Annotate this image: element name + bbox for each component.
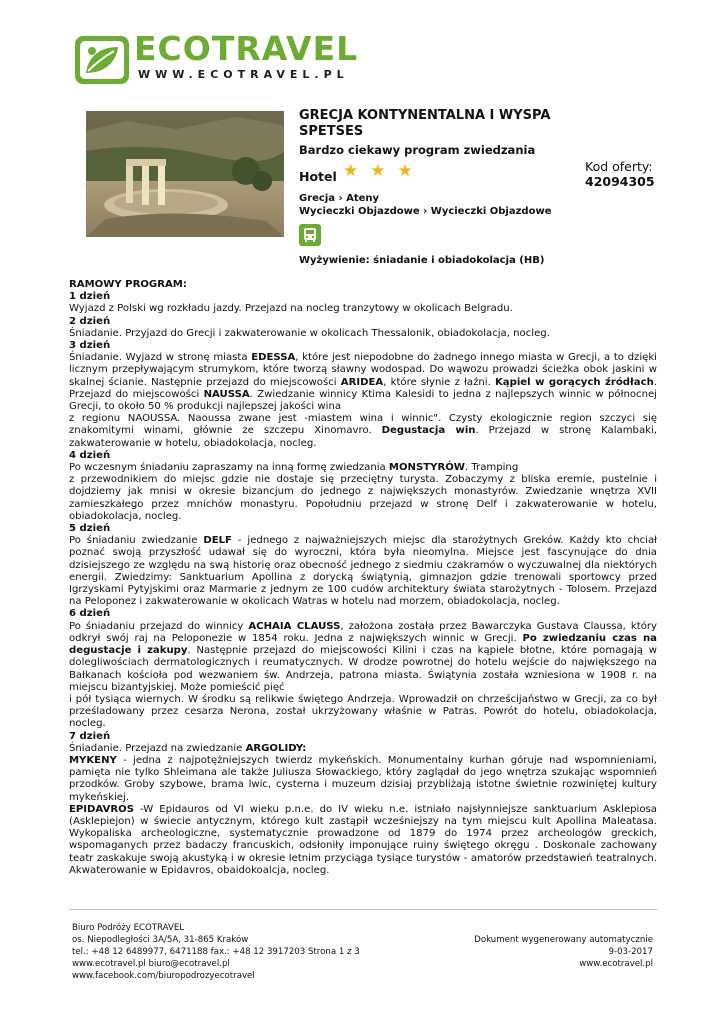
brand-name: ECOTRAVEL bbox=[134, 29, 359, 68]
footer-address: os. Niepodległości 3A/5A, 31-865 Kraków bbox=[72, 935, 249, 945]
day-7-mykeny: MYKENY - jedna z najpotężniejszych twierdz mykeńskich. Monumentalny kurhan góruje nad wspomnieniami, pamięta nie tylko Shleimana ale także Juliusza Słowackiego, który zaglądał do jego wnętrza szukając wspomnień przodków. Groby szybowe, brama lwic, cysterna i muzeum dzisiaj przybliżają istotne świetnie rozwiniętej kultury mykeńskiej. bbox=[69, 754, 657, 803]
footer-phones: tel.: +48 12 6489977, 6471188 fax.: +48 12 3917203 Strona 1 z 3 bbox=[72, 947, 360, 957]
bus-icon bbox=[299, 224, 321, 246]
day-7-title: 7 dzień bbox=[69, 730, 111, 742]
footer-generated: Dokument wygenerowany automatycznie bbox=[474, 935, 653, 945]
hotel-rating-stars bbox=[343, 161, 425, 181]
footer-web-email[interactable]: www.ecotravel.pl biuro@ecotravel.pl bbox=[72, 959, 230, 969]
day-3-title: 3 dzień bbox=[69, 340, 111, 352]
offer-summary bbox=[299, 108, 659, 266]
day-7-text: Śniadanie. Przejazd na zwiedzanie ARGOLIDY: bbox=[69, 742, 307, 754]
hotel-label: Hotel bbox=[299, 169, 337, 184]
day-4-title: 4 dzień bbox=[69, 449, 111, 461]
day-5-title: 5 dzień bbox=[69, 523, 111, 535]
day-6-text-cont: i pół tysiąca wiernych. W środku są relikwie świętego Andrzeja. Wprowadził on chrześcijaństwo w Grecji, za co był prześladowany przez cesarza Nerona, został ukrzyżowany właśnie w Patras. Powrót do hotelu, obiadokolacja, nocleg. bbox=[69, 693, 657, 730]
meal-plan: Wyżywienie: śniadanie i obiadokolacja (HB) bbox=[299, 255, 545, 266]
ecotravel-leaf-logo-icon bbox=[74, 35, 130, 85]
footer-company: Biuro Podróży ECOTRAVEL bbox=[72, 923, 185, 933]
day-2-title: 2 dzień bbox=[69, 315, 111, 327]
hotel-row bbox=[299, 159, 659, 189]
footer-divider bbox=[69, 909, 657, 910]
offer-location: Grecja › Ateny bbox=[299, 193, 380, 204]
tour-photo-delphi-tholos bbox=[86, 111, 284, 237]
day-2-text: Śniadanie. Przyjazd do Grecji i zakwaterowanie w okolicach Thessalonik, obiadokolacja, nocleg. bbox=[69, 327, 550, 339]
ecotravel-logo bbox=[74, 29, 364, 85]
day-1-text: Wyjazd z Polski wg rozkładu jazdy. Przejazd na nocleg tranzytowy w okolicach Belgradu. bbox=[69, 303, 513, 315]
star-icon: ★ bbox=[397, 161, 425, 181]
day-1-title: 1 dzień bbox=[69, 291, 111, 303]
day-5-text: Po śniadaniu zwiedzanie DELF - jednego z najważniejszych miejsc dla starożytnych Greków. Każdy kto chciał poznać swoją przyszłość udawał się do wyroczni, która była nieomylna. Miejsce jest fascynujące do dnia dzisiejszego ze względu na swą historię oraz obecność jednego z siedmiu czakramów o wyczuwalnej dla niektórych energii. Zwiedzimy: Sanktuarium Apollina z dorycką świątynią, gimnazjon gdzie trenowali sportowcy przed Igrzyskami Pytyjskimi oraz Marmarie z jednym ze 100 cudów architektury świata starożytnych - Tolosem. Przejazd na Peloponez i zakwaterowanie w okolicach Watras w hotelu nad morzem, obiadokolacja, nocleg. bbox=[69, 535, 657, 608]
offer-category: Wycieczki Objazdowe › Wycieczki Objazdowe bbox=[299, 206, 552, 217]
footer-generated-info bbox=[474, 934, 653, 970]
day-7-epidavros: EPIDAVROS -W Epidauros od VI wieku p.n.e. do IV wieku n.e. istniało najsłynniejsze sanktuarium Asklepiosa (Asklepiejon) w świecie antycznym, którego kult zastąpił wcześniejszy na tym miejscu kult Apollina Maleatasa. Wykopaliska archeologiczne, systematycznie prowadzone od 1879 do 1974 przez archeologów greckich, wspomaganych przez badaczy francuskich, odsłoniły imponujące ruiny świętego okręgu . Doskonale zachowany teatr zaskakuje swoją akustyką i w okresie letnim przyciąga tysiące turystów - amatorów przedstawień teatralnych. Akwaterowanie w Epidavros, obaidokoalcja, nocleg. bbox=[69, 803, 657, 876]
offer-title: GRECJA KONTYNENTALNA I WYSPA SPETSES bbox=[299, 108, 551, 139]
footer-company-info bbox=[72, 922, 360, 982]
day-3-text: Śniadanie. Wyjazd w stronę miasta EDESSA, które jest niepodobne do żadnego innego miasta w Grecji, a to dzięki licznym przepływającym strumykom, które tworzą sławny wodospad. Do wąwozu prowadzi ścieżka obok jaskini w skalnej ścianie. Następnie przejazd do miejscowości ARIDEA, które słynie z łaźni. Kąpiel w gorących źródłach. Przejazd do miejscowości NAUSSA. Zwiedzanie winnicy Ktima Kalesidi to jedna z najlepszych winnic w północnej Grecji, to około 50 % produkcji najlepszej jakości wina bbox=[69, 352, 657, 413]
day-6-title: 6 dzień bbox=[69, 608, 111, 620]
footer-facebook[interactable]: www.facebook.com/biuropodrozyecotravel bbox=[72, 971, 255, 981]
offer-code-value: 42094305 bbox=[585, 174, 655, 189]
offer-subtitle: Bardzo ciekawy program zwiedzania bbox=[299, 143, 536, 157]
offer-code-label: Kod oferty: bbox=[585, 159, 653, 174]
star-icon: ★ bbox=[370, 161, 398, 181]
offer-code bbox=[585, 159, 655, 189]
tour-program bbox=[69, 279, 657, 877]
day-4-text-cont: z przewodnikiem do miejsc gdzie nie dostaje się przeciętny turysta. Zobaczymy z bliska eremie, pustelnie i dojdziemy jak mnisi w okresie bizancjum do jednego z największych monastyrów. Zwiedzanie wnętrza XVII zamieszkałego przez mnichów monastyru. Popołudniu przejazd w stronę Delf i zakwaterowanie w hotelu, obiadokolacja, nocleg. bbox=[69, 474, 657, 522]
footer-date: 9-03-2017 bbox=[608, 947, 653, 957]
footer-site[interactable]: www.ecotravel.pl bbox=[579, 959, 653, 969]
day-3-text-cont: z regionu NAOUSSA. Naoussa zwane jest -miastem wina i winnic". Czysty ekologicznie region szczyci się znakomitymi winami, głównie ze szczepu Xinomavro. Degustacja win. Przejazd w stronę Kalambaki, zakwaterowanie w hotelu, obiadokolacja, nocleg. bbox=[69, 413, 657, 449]
brand-url: WWW.ECOTRAVEL.PL bbox=[138, 68, 349, 81]
program-heading: RAMOWY PROGRAM: bbox=[69, 279, 187, 290]
day-6-text: Po śniadaniu przejazd do winnicy ACHAIA CLAUSS, założona została przez Bawarczyka Gustava Claussa, który odkrył swój raj na Peloponezie w 1854 roku. Jedna z największych winnic w Grecji. Po zwiedzaniu czas na degustacje i zakupy. Następnie przejazd do miejscowości Kilini i czas na kąpiele błotne, które pomagają w dolegliwościach dermatologicznych i reumatycznych. W drodze powrotnej do hotelu wejście do największego na Bałkanach kościoła pod wezwaniem św. Andrzeja, patrona miasta. Świątynia została wzniesiona w 1908 r. na miejscu bizantyjskiej. Może pomieścić pięć bbox=[69, 620, 657, 693]
day-4-text: Po wczesnym śniadaniu zapraszamy na inną formę zwiedzania MONSTYRÓW. Tramping bbox=[69, 462, 519, 474]
star-icon: ★ bbox=[343, 161, 371, 181]
